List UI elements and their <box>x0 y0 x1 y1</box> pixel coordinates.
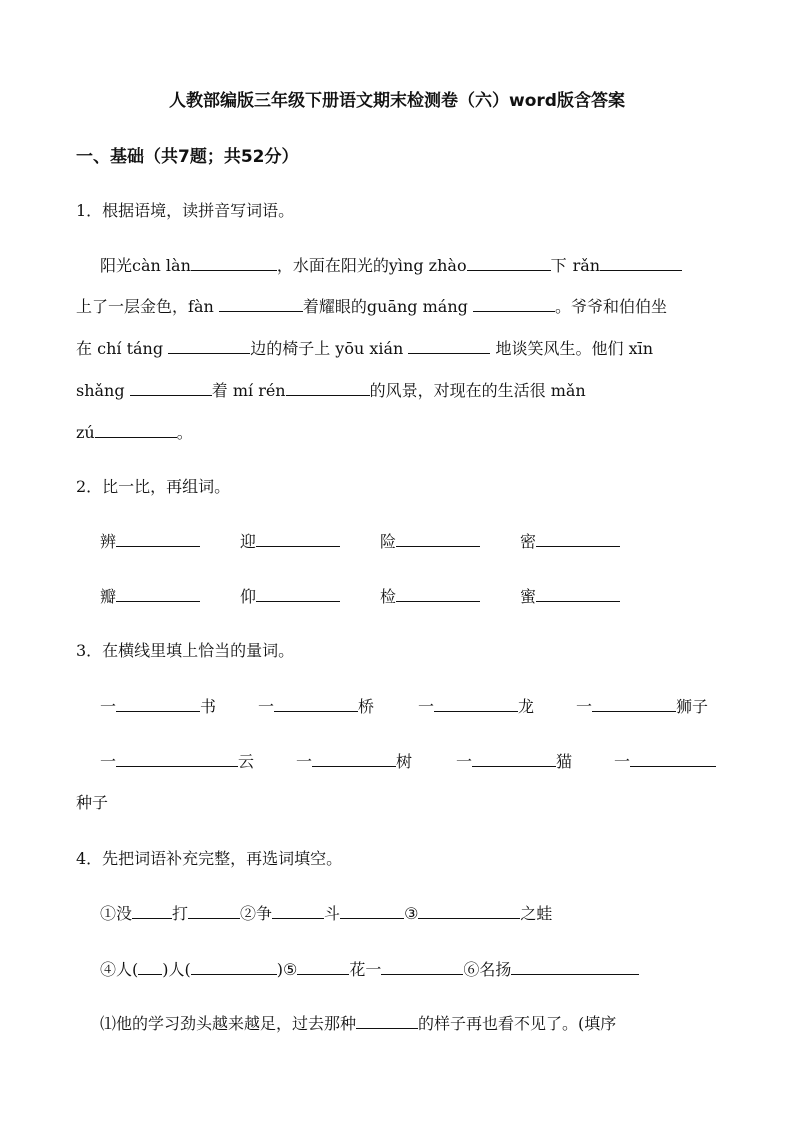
q3-yi: 一 <box>418 697 435 716</box>
q3-yi: 一 <box>576 697 593 716</box>
q2-item <box>100 584 200 607</box>
q2-blank[interactable] <box>116 530 200 547</box>
q2-item <box>380 529 480 552</box>
q1-pinyin: fàn <box>188 297 214 316</box>
q4-text: )人( <box>162 960 191 979</box>
q2-char: 蜜 <box>520 587 537 606</box>
q2-blank[interactable] <box>116 585 200 602</box>
q4-text: ⑥名扬 <box>463 960 512 979</box>
q2-blank[interactable] <box>256 530 340 547</box>
section-heading: 一、基础（共7题；共52分） <box>76 147 299 167</box>
q1-pinyin: mǎn <box>550 381 586 400</box>
q1-blank[interactable] <box>600 254 682 271</box>
q4-blank[interactable] <box>418 902 520 919</box>
q1-blank[interactable] <box>286 379 370 396</box>
q3-yi: 一 <box>296 752 313 771</box>
q3-noun: 猫 <box>556 752 573 771</box>
q4-text: ③ <box>404 904 419 923</box>
q1-pinyin: zú <box>76 423 95 442</box>
q2-item <box>100 529 200 552</box>
q3-blank[interactable] <box>116 695 200 712</box>
q2-char: 险 <box>380 532 397 551</box>
q1-text: 的风景，对现在的生活很 <box>369 381 546 400</box>
q4-blank[interactable] <box>381 958 463 975</box>
q1-line-4 <box>76 378 586 401</box>
q4-blank[interactable] <box>138 958 162 975</box>
q1-text: 着 <box>211 381 228 400</box>
q1-text: 下 <box>550 256 567 275</box>
q2-char: 瓣 <box>100 587 117 606</box>
q2-item <box>520 584 620 607</box>
q1-pinyin: shǎng <box>76 381 125 400</box>
q4-text: ②争 <box>240 904 273 923</box>
q2-blank[interactable] <box>396 585 480 602</box>
q3-blank[interactable] <box>592 695 676 712</box>
q4-text: ④人( <box>100 960 139 979</box>
q4-text: 的样子再也看不见了。(填序 <box>418 1014 617 1033</box>
q4-blank[interactable] <box>356 1012 418 1029</box>
q4-text: ⑤ <box>283 960 298 979</box>
q1-blank[interactable] <box>168 337 250 354</box>
q4-blank[interactable] <box>297 958 349 975</box>
q4-text: 花一 <box>349 960 382 979</box>
q1-blank[interactable] <box>95 421 177 438</box>
q1-text: 着耀眼的 <box>302 297 367 316</box>
q3-yi: 一 <box>456 752 473 771</box>
q1-blank[interactable] <box>467 254 551 271</box>
q1-line-3 <box>76 336 653 359</box>
q1-line-2 <box>76 294 667 317</box>
q3-noun: 桥 <box>358 697 375 716</box>
q1-blank[interactable] <box>191 254 277 271</box>
q2-blank[interactable] <box>536 530 620 547</box>
question-1-prompt: 1．根据语境，读拼音写词语。 <box>76 201 295 220</box>
q3-yi: 一 <box>100 752 117 771</box>
document-title: 人教部编版三年级下册语文期末检测卷（六）word版含答案 <box>169 91 625 111</box>
q3-item <box>418 694 534 717</box>
q3-blank[interactable] <box>472 750 556 767</box>
q3-blank[interactable] <box>434 695 518 712</box>
q4-blank[interactable] <box>340 902 404 919</box>
q2-char: 仰 <box>240 587 257 606</box>
q4-text: 斗 <box>324 904 341 923</box>
question-4-prompt: 4．先把词语补充完整，再选词填空。 <box>76 849 343 868</box>
question-3-prompt: 3．在横线里填上恰当的量词。 <box>76 641 295 660</box>
q1-text: 。 <box>176 423 193 442</box>
q1-pinyin: mí rén <box>232 381 286 400</box>
q1-text: 上了一层金色， <box>76 297 189 316</box>
q1-text: 阳光 <box>100 256 133 275</box>
q2-char: 密 <box>520 532 537 551</box>
q4-text: ⑴他的学习劲头越来越足，过去那种 <box>100 1014 357 1033</box>
q1-text: 。爷爷和伯伯坐 <box>554 297 667 316</box>
q1-text: ，水面在阳光的 <box>276 256 389 275</box>
q2-item <box>240 529 340 552</box>
q3-yi: 一 <box>258 697 275 716</box>
q1-line-5 <box>76 420 193 443</box>
q3-noun: 狮子 <box>676 697 709 716</box>
q3-noun: 树 <box>396 752 413 771</box>
q3-item <box>296 749 412 772</box>
q4-line-1 <box>100 901 552 924</box>
q4-text: ①没 <box>100 904 133 923</box>
q4-text: 打 <box>172 904 189 923</box>
q1-pinyin: guāng máng <box>366 297 468 316</box>
q1-blank[interactable] <box>130 379 212 396</box>
q3-blank[interactable] <box>274 695 358 712</box>
q2-blank[interactable] <box>256 585 340 602</box>
q1-text: 地谈笑风生。他们 <box>495 339 624 358</box>
q3-blank[interactable] <box>630 750 716 767</box>
q3-yi: 一 <box>614 752 631 771</box>
question-2-prompt: 2．比一比，再组词。 <box>76 477 231 496</box>
q1-line-1 <box>100 253 682 276</box>
q1-pinyin: chí táng <box>97 339 164 358</box>
q1-blank[interactable] <box>408 337 490 354</box>
q2-blank[interactable] <box>396 530 480 547</box>
q3-blank[interactable] <box>116 750 238 767</box>
q2-item <box>380 584 480 607</box>
q1-blank[interactable] <box>473 295 555 312</box>
q4-blank[interactable] <box>272 902 324 919</box>
q1-pinyin: yōu xián <box>335 339 404 358</box>
q4-blank[interactable] <box>191 958 277 975</box>
q4-sentence-1 <box>100 1011 616 1034</box>
q4-text: 之蛙 <box>520 904 553 923</box>
q1-pinyin: xīn <box>628 339 654 358</box>
q3-item-last: 种子 <box>76 793 109 812</box>
q2-item <box>520 529 620 552</box>
q2-char: 迎 <box>240 532 257 551</box>
q3-item <box>100 694 216 717</box>
q2-char: 辨 <box>100 532 117 551</box>
q3-yi: 一 <box>100 697 117 716</box>
q4-text: ) <box>276 960 283 979</box>
q4-blank[interactable] <box>511 958 639 975</box>
q2-item <box>240 584 340 607</box>
q1-text: 边的椅子上 <box>250 339 331 358</box>
q1-blank[interactable] <box>219 295 303 312</box>
q4-blank[interactable] <box>132 902 172 919</box>
q1-text: 在 <box>76 339 93 358</box>
q3-noun: 书 <box>200 697 217 716</box>
q4-blank[interactable] <box>188 902 240 919</box>
q1-pinyin: yìng zhào <box>388 256 467 275</box>
q1-pinyin: càn làn <box>132 256 191 275</box>
q3-noun: 云 <box>238 752 255 771</box>
q3-item <box>258 694 374 717</box>
q2-char: 检 <box>380 587 397 606</box>
q4-line-2 <box>100 957 639 980</box>
q3-item <box>614 749 716 772</box>
q3-item <box>576 694 708 717</box>
q3-item <box>100 749 254 772</box>
q2-blank[interactable] <box>536 585 620 602</box>
q1-pinyin: rǎn <box>572 256 601 275</box>
q3-item <box>456 749 572 772</box>
q3-noun: 龙 <box>518 697 535 716</box>
q3-blank[interactable] <box>312 750 396 767</box>
